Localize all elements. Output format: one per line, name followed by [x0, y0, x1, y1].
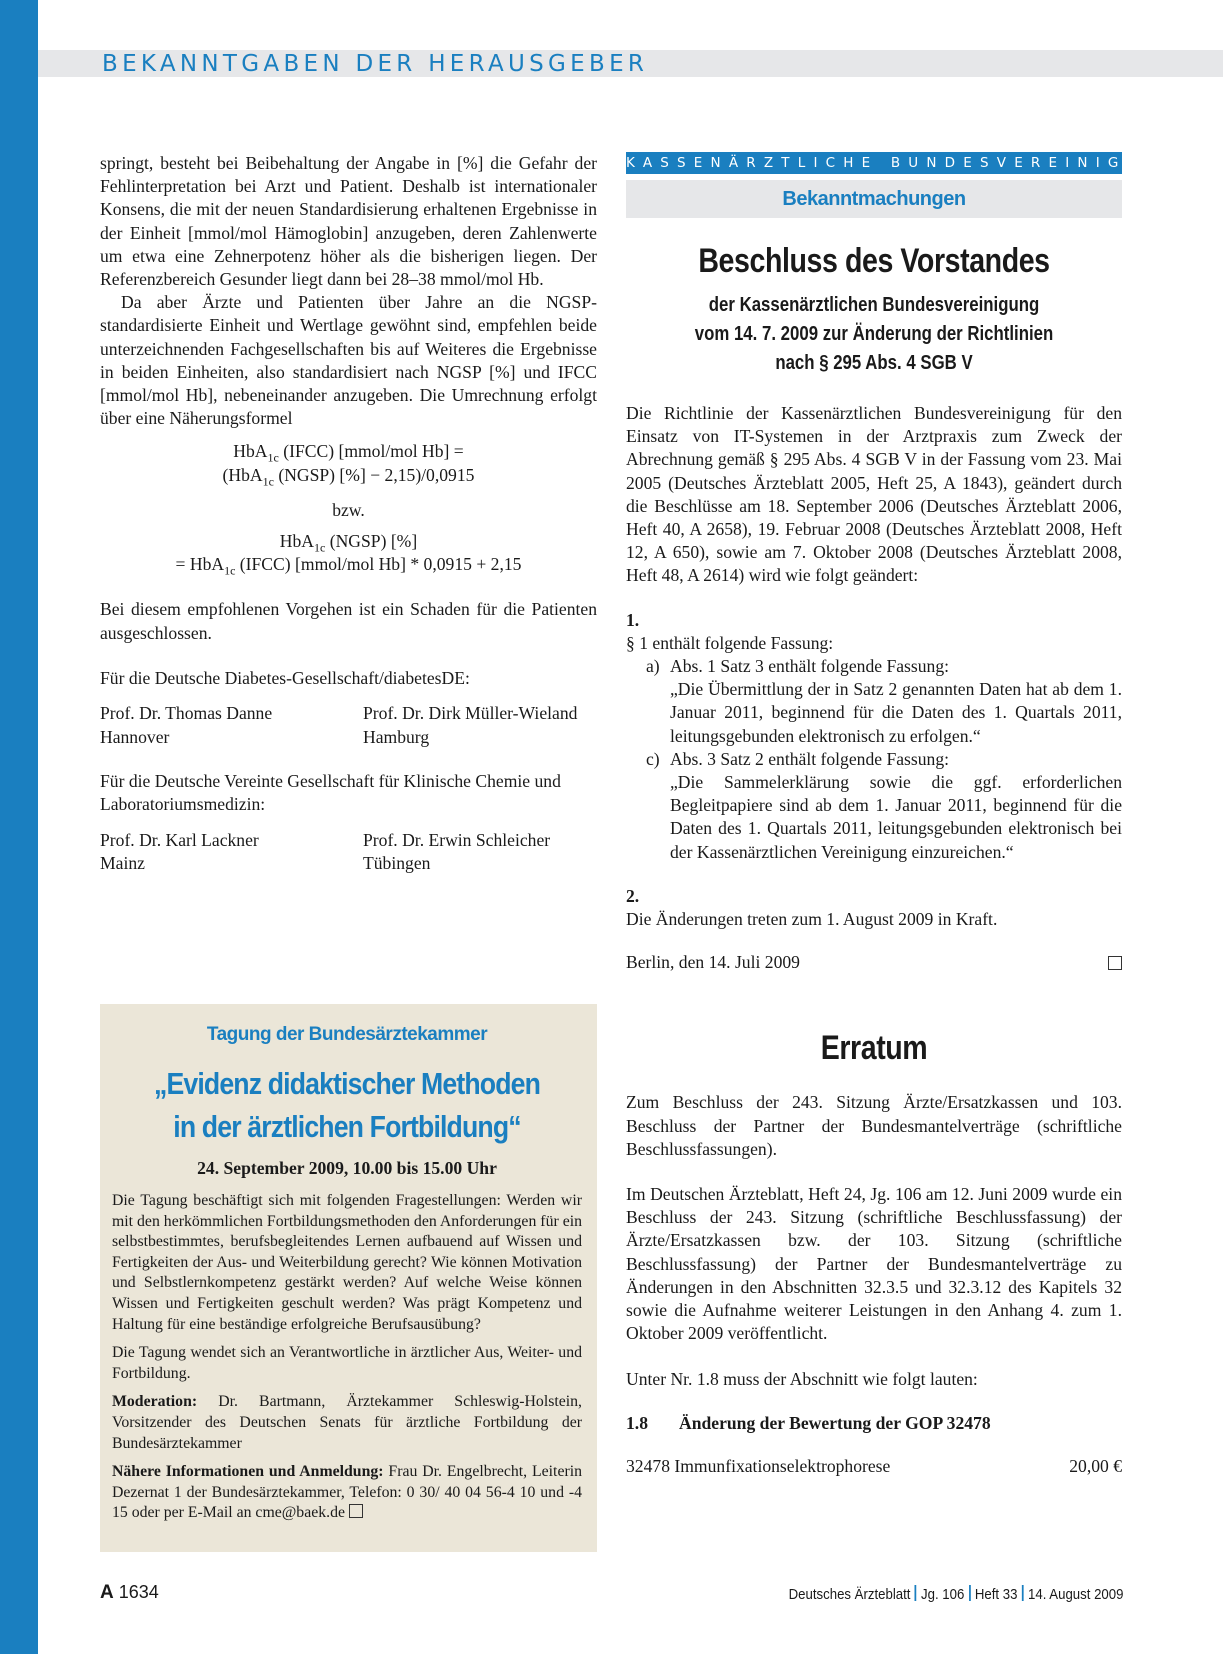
list-item: a) Abs. 1 Satz 3 enthält folgende Fassung: „Die Übermittlung der in Satz 2 genannten Daten hat ab dem 1. Januar 2011, beginnend für die Daten des 1. Quartals 2011, leitungsgebunden elektronisch zu erfolgen.“ [646, 656, 1122, 746]
formula-line: = HbA$_{1c}$ (IFCC) [mmol/mol Hb] * 0,0915 + 2,15 [175, 554, 522, 578]
formula-bzw: bzw. [332, 499, 365, 520]
event-moderation: Moderation: Dr. Bartmann, Ärztekammer Schleswig-Holstein, Vorsitzender des Deutschen Senats für ärztliche Fortbildung der Bundesärztekammer [112, 1393, 582, 1452]
signer-city: Hannover [100, 726, 170, 747]
signature-block [100, 829, 597, 876]
paragraph: springt, besteht bei Beibehaltung der Angabe in [%] die Gefahr der Fehlinterpretation bei Arzt und Patient. Deshalb ist internationaler Konsens, die mit der neuen Standardisierung erhaltenen Ergebnisse in der Einheit [mmol/mol Hämoglobin] anzugeben, deren Zahlenwerte um etwa eine Zehnerpotenz höher als die bisherigen liegen. Der Referenzbereich Gesunder liegt dann bei 28–38 mmol/mol Hb. [100, 153, 597, 290]
journal-footer: Deutsches Ärzteblatt Jg. 106 Heft 33 14. August 2009 [788, 1586, 1123, 1603]
amendment-list [626, 655, 1122, 864]
left-column [100, 152, 597, 876]
left-color-bar [0, 0, 38, 1654]
event-audience: Die Tagung wendet sich an Verantwortliche in ärztlicher Aus, Weiter- und Fortbildung. [112, 1344, 582, 1382]
formula-line: (HbA$_{1c}$ (NGSP) [%] − 2,15)/0,0915 [222, 464, 475, 489]
section-number: 1. [626, 609, 640, 630]
signer-name: Prof. Dr. Dirk Müller-Wieland [363, 703, 578, 724]
event-kicker: Tagung der Bundesärztekammer [206, 1024, 488, 1045]
signer-name: Prof. Dr. Karl Lackner [100, 829, 259, 850]
place-date: Berlin, den 14. Juli 2009 [626, 951, 1122, 974]
resolution-subtitle: der Kassenärztlichen Bundesvereinigung vom 14. 7. 2009 zur Änderung der Richtlinien nach § 295 Abs. 4 SGB V [694, 294, 1054, 374]
formula-block [100, 440, 597, 576]
event-title: „Evidenz didaktischer Methoden in der ärztlichen Fortbildung“ [153, 1066, 541, 1144]
signature-block [100, 702, 597, 749]
section-number: 2. [626, 885, 640, 906]
signer-name: Prof. Dr. Thomas Danne [100, 703, 273, 724]
signer-city: Tübingen [363, 853, 431, 874]
signature-intro: Für die Deutsche Diabetes-Gesellschaft/diabetesDE: [100, 667, 470, 688]
section-text: Die Änderungen treten zum 1. August 2009 in Kraft. [626, 909, 998, 930]
signer-city: Mainz [100, 853, 145, 874]
section-text: § 1 enthält folgende Fassung: [626, 632, 834, 653]
paragraph: Bei diesem empfohlenen Vorgehen ist ein Schaden für die Patienten ausgeschlossen. [100, 599, 597, 643]
erratum-title: Erratum [820, 1029, 928, 1068]
list-item: c) Abs. 3 Satz 2 enthält folgende Fassung: „Die Sammelerklärung sowie die ggf. erforderlichen Begleitpapiere sind ab dem 1. Januar 2011, beginnend für die Daten des 1. Quartals 2011, leitungsgebunden elektronisch bei der Kassenärztlichen Vereinigung einzureichen.“ [646, 748, 1122, 862]
resolution-intro: Die Richtlinie der Kassenärztlichen Bundesvereinigung für den Einsatz von IT-Systemen in der Arztpraxis zum Zweck der Abrechnung gemäß § 295 Abs. 4 SGB V in der Fassung vom 23. Mai 2005 (Deutsches Ärzteblatt 2005, Heft 25, A 1843), geändert durch die Beschlüsse am 18. September 2006 (Deutsches Ärzteblatt 2006, Heft 40, A 2658), 19. Februar 2008 (Deutsches Ärzteblatt 2008, Heft 12, A 650), sowie am 7. Oktober 2008 (Deutsches Ärzteblatt 2008, Heft 48, A 2614) wird wie folgt geändert: [626, 403, 1122, 586]
erratum-paragraph: Im Deutschen Ärzteblatt, Heft 24, Jg. 106 am 12. Juni 2009 wurde ein Beschluss der 243. Sitzung (schriftliche Beschlussfassung) der Ärzte/Ersatzkassen bzw. der 103. Sitzung (schriftliche Beschlussfassung) der Partner der Bundesmantelverträge zu Änderungen in den Abschnitten 32.3.5 und 32.3.12 des Kapitels 32 sowie die Aufnahme weiterer Leistungen in den Anhang 4. zum 1. Oktober 2009 veröffentlicht. [626, 1184, 1122, 1344]
event-description: Die Tagung beschäftigt sich mit folgenden Fragestellungen: Werden wir mit den herkömmlichen Fortbildungsmethoden den Anforderungen für ein selbstbestimmtes, berufsbegleitendes Lernen aufbauend auf Wissen und Fertigkeiten der Aus- und Weiterbildung gerecht? Wie können Motivation und Selbstlernkompetenz gestärkt werden? Auf welche Weise können Wissen und Fertigkeiten geschult werden? Was prägt Kompetenz und Haltung für eine beständige erfolgreiche Berufsausübung? [112, 1192, 582, 1333]
right-column [626, 152, 1182, 1477]
formula-line: HbA$_{1c}$ (IFCC) [mmol/mol Hb] = [233, 441, 464, 465]
gop-heading: 1.8 Änderung der Bewertung der GOP 32478 [626, 1412, 991, 1433]
kbv-banner: KASSENÄRZTLICHE BUNDESVEREINIGUNG [626, 152, 1122, 174]
page-number: A 1634 [100, 1582, 159, 1603]
signer-name: Prof. Dr. Erwin Schleicher [363, 829, 551, 850]
signer-city: Hamburg [363, 726, 430, 747]
erratum-paragraph: Zum Beschluss der 243. Sitzung Ärzte/Ersatzkassen und 103. Beschluss der Partner der Bundesmantelverträge (schriftliche Beschlussfassungen). [626, 1092, 1122, 1159]
section-header: BEKANNTGABEN DER HERAUSGEBER [102, 51, 649, 77]
end-mark-icon [1108, 956, 1122, 970]
end-mark-icon [349, 1504, 363, 1518]
signature-intro: Für die Deutsche Vereinte Gesellschaft für Klinische Chemie und Laboratoriumsmedizin: [100, 771, 561, 815]
resolution-title: Beschluss des Vorstandes [698, 242, 1050, 280]
erratum-paragraph: Unter Nr. 1.8 muss der Abschnitt wie folgt lauten: [626, 1368, 978, 1389]
event-info: Nähere Informationen und Anmeldung: Frau Dr. Engelbrecht, Leiterin Dezernat 1 der Bundesärztekammer, Telefon: 0 30/ 40 04 56-4 10 und -4 15 oder per E-Mail an cme@baek.de [112, 1463, 583, 1522]
formula-line: HbA$_{1c}$ (NGSP) [%] [279, 531, 418, 555]
event-box [100, 1004, 597, 1552]
bekanntmachungen-banner: Bekanntmachungen [626, 180, 1122, 218]
event-date: 24. September 2009, 10.00 bis 15.00 Uhr [197, 1158, 497, 1178]
paragraph: Da aber Ärzte und Patienten über Jahre an die NGSP-standardisierte Einheit und Wertlage gewöhnt sind, empfehlen beide unterzeichnenden Fachgesellschaften bis auf Weiteres die Ergebnisse in beiden Einheiten, also standardisiert nach NGSP [%] und IFCC [mmol/mol Hb], nebeneinander anzugeben. Die Umrechnung erfolgt über eine Näherungsformel [100, 292, 597, 429]
gop-row: 32478 Immunfixationselektrophorese 20,00 € [626, 1455, 1122, 1476]
